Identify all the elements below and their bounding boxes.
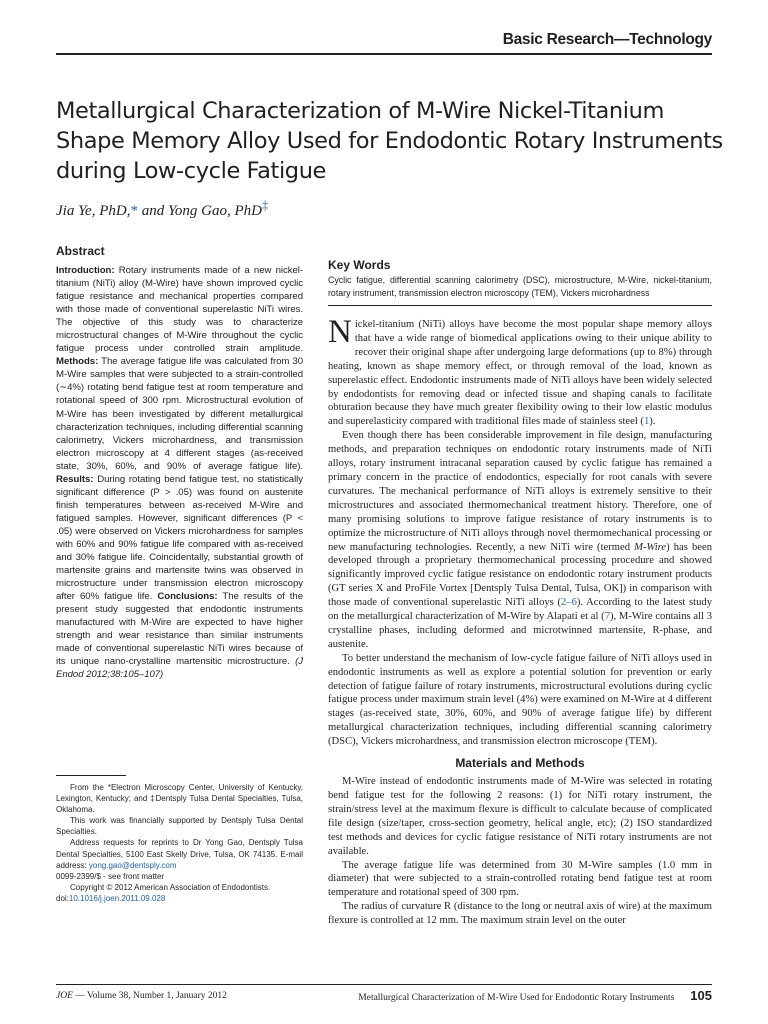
conclusions-label: Conclusions: bbox=[157, 591, 218, 603]
author-text: Jia Ye, PhD, bbox=[56, 203, 131, 219]
methods-paragraph-1: M-Wire instead of endodontic instruments made of M-Wire was selected in rotating bend fatigue test for the following 2 reasons: (1) for NiTi rotary instrument, the strain/stress level at the maximum flexure is difficult to calculate because of complicated file design (size/taper, cross-section geometry, helical angle, etc); (2) ISO standardized test methods and devices for cyclic fatigue resistance of NiTi rotary instruments are not available. bbox=[328, 776, 712, 857]
footer-rule bbox=[56, 984, 712, 985]
methods-heading: Materials and Methods bbox=[455, 756, 585, 771]
intro-p2-text-b: ) has been developed through a proprietary thermomechanical processing procedure and showed significantly improved cyclic fatigue resistance on endodontic rotary instrument products (GT series X and ProFile Vortex [Dentsply Tulsa Dental, Tulsa, OK]) in comparison with those made of conventional superelastic NiTi alloys ( bbox=[328, 541, 712, 609]
intro-p1-text: ickel-titanium (NiTi) alloys have become the most popular shape memory alloys that have a wide range of biomedical applications owing to their unique ability to recover their original shape after undergoing large deformations (up to 8%) through heating, known as shape memory effect, or through removal of the load, known as superelastic effect. Endodontic instruments made of NiTi alloys have been widely selected by endodontists for removing dead or infected tissue and shaping canals to facilitate obturation because they have much greater flexibility owing to their low elastic modulus and superelasticity compared with traditional files made of stainless steel ( bbox=[328, 319, 712, 428]
footnote-rule bbox=[56, 775, 126, 776]
keywords-rule bbox=[328, 305, 712, 306]
abstract-results: During rotating bend fatigue test, no statistically significant difference (P > .05) was found on austenite finish temperatures between as-received M-Wire and fatigued samples. However, significant differences (P < .05) were observed on Vickers microhardness for samples with 60% and 90% fatigue life compared with as-received and 30% fatigue life. Coincidentally, substantial growth of martensite grains and martensite twins was observed in microstructure under transmission electron microscopy after 60% fatigue life. bbox=[56, 473, 303, 603]
drop-cap: N bbox=[328, 314, 352, 350]
keywords-text: Cyclic fatigue, differential scanning calorimetry (DSC), microstructure, M-Wire, nickel-titanium, rotary instrument, transmission electron microscopy (TEM), Vickers microhardness bbox=[328, 275, 712, 298]
intro-p2-text-d: ), M-Wire contains all 3 crystalline phases, including deformed and microtwinned martensite, R-phase, and austenite. bbox=[328, 611, 712, 650]
section-label: Basic Research—Technology bbox=[502, 31, 712, 48]
abstract-conclusions: The results of the present study suggested that endodontic instruments manufactured with M-Wire are expected to have higher strength and wear resistance than similar instruments made of conventional superelastic NiTi wires because of its unique nano-crystalline martensitic microstructure. bbox=[56, 591, 303, 668]
ref-link[interactable]: 7 bbox=[604, 611, 610, 623]
doi-link[interactable]: 10.1016/j.joen.2011.09.028 bbox=[68, 893, 166, 903]
issue-info: — Volume 38, Number 1, January 2012 bbox=[72, 991, 227, 1001]
address-text: Address requests for reprints to Dr Yong Gao, Dentsply Tulsa Dental Specialties, 5100 East Skelly Drive, Tulsa, OK 74135. E-mail address: bbox=[56, 838, 303, 870]
footnote-funding: This work was financially supported by Dentsply Tulsa Dental Specialties. bbox=[56, 816, 303, 837]
intro-p1-end: ). bbox=[649, 416, 656, 428]
article-title: Metallurgical Characterization of M-Wire Nickel-Titanium Shape Memory Alloy Used for Endodontic Rotary Instruments during Low-cycle Fatigue bbox=[56, 98, 723, 184]
abstract-body bbox=[56, 264, 303, 682]
author-line bbox=[56, 198, 268, 220]
footnote-doi bbox=[56, 893, 303, 904]
page-number: 105 bbox=[690, 988, 712, 1003]
footnote-affiliation: From the *Electron Microscopy Center, University of Kentucky, Lexington, Kentucky; and ‡Dentsply Tulsa Dental Specialties, Tulsa, Oklahoma. bbox=[56, 783, 303, 815]
methods-paragraph-3: The radius of curvature R (distance to the long or neutral axis of wire) at the maximum flexure is controlled at 12 mm. The maximum strain level on the outer bbox=[328, 901, 712, 927]
intro-paragraph-2 bbox=[328, 429, 712, 652]
intro-p2-text-c: ). According to the latest study on the metallurgical characterization of M-Wire by Alapati et al ( bbox=[328, 597, 713, 623]
methods-paragraph-2: The average fatigue life was determined from 30 M-Wire samples (1.0 mm in diameter) that were subjected to a strain-controlled rotating bend fatigue test at room temperature and rotational speed of 300 rpm. bbox=[328, 859, 712, 899]
footer-running-title bbox=[358, 988, 712, 1003]
methods-body bbox=[328, 775, 712, 928]
methods-label: Methods: bbox=[56, 356, 99, 368]
keywords-heading: Key Words bbox=[328, 258, 391, 272]
journal-abbrev: JOE bbox=[56, 991, 73, 1001]
email-link[interactable]: yong.gao@dentsply.com bbox=[88, 860, 177, 870]
intro-paragraph-3: To better understand the mechanism of low-cycle fatigue failure of NiTi alloys used in endodontic instruments as well as explore a potential solution for prevention or early detection of fatigue failure of rotary instruments, microstructural evolutions during cyclic fatigue process under maximum strain level (4%) were examined on M-Wire at 4 different stages (as-received state, 30%, 60%, and 90% of average fatigue life) by different metallurgical characterization techniques, including differential scanning calorimetry (DSC), Vickers microhardness, and transmission electron microscope (TEM). bbox=[328, 652, 712, 748]
footnote-copyright: Copyright © 2012 American Association of Endodontists. bbox=[70, 882, 271, 892]
mwire-term: M-Wire bbox=[634, 541, 667, 553]
right-column bbox=[328, 258, 712, 928]
footer-journal-info bbox=[56, 991, 227, 1001]
footnotes bbox=[56, 782, 303, 904]
footnote-address bbox=[56, 837, 303, 870]
abstract-intro: Rotary instruments made of a new nickel-titanium (NiTi) alloy (M-Wire) have shown improved cyclic fatigue resistance and mechanical properties compared with those made of conventional superelastic NiTi wires. The objective of this study was to characterize microstructural changes of M-Wire throughout the cyclic fatigue process under controlled strain amplitude. bbox=[56, 265, 303, 355]
results-label: Results: bbox=[56, 473, 94, 485]
ref-link[interactable]: 2–6 bbox=[560, 597, 577, 609]
abstract-heading: Abstract bbox=[56, 244, 105, 258]
introduction-body bbox=[328, 314, 713, 749]
header-rule bbox=[56, 53, 712, 55]
journal-citation: (J Endod 2012;38:105–107) bbox=[56, 656, 303, 681]
footnote-issn: 0099-2399/$ - see front matter bbox=[56, 871, 165, 881]
abstract-methods: The average fatigue life was calculated from 30 M-Wire samples that were subjected to a strain-controlled (∼4%) rotating bend fatigue test at room temperature and rotational speed of 300 rpm. Microstructural evolution of M-Wire has been investigated by different metallurgical characterization techniques, including differential scanning calorimetry, Vickers microhardness, and transmission electron microscopy at 4 different stages (as-received state, 30%, 60%, and 90% of average fatigue life). bbox=[56, 356, 303, 472]
intro-label: Introduction: bbox=[56, 265, 115, 276]
affiliation-mark-1[interactable]: * bbox=[130, 203, 138, 219]
author-text-2: and Yong Gao, PhD bbox=[137, 203, 262, 219]
abstract bbox=[56, 244, 303, 682]
intro-paragraph-1 bbox=[328, 314, 712, 429]
doi-label: doi: bbox=[56, 893, 69, 903]
affiliation-mark-2[interactable]: ‡ bbox=[262, 198, 269, 212]
intro-p2-text: Even though there has been considerable improvement in file design, manufacturing methods, and preparation techniques on endodontic rotary instruments made of NiTi alloys, rotary instrument intracanal separation caused by cyclic fatigue has remained a primary concern in the practice of endodontics, especially for root canals with severe curvatures. The mechanical performance of NiTi alloys is extremely sensitive to their microstructures and associated thermomechanical treatment history. Therefore, one of many promising solutions to improve fatigue resistance of rotary instruments is to optimize the microstructure of NiTi alloys through novel thermomechanical processing or new manufacturing technologies. Recently, a new NiTi wire (termed bbox=[328, 430, 712, 553]
ref-link[interactable]: 1 bbox=[643, 416, 650, 428]
running-title: Metallurgical Characterization of M-Wire Used for Endodontic Rotary Instruments bbox=[358, 993, 675, 1003]
